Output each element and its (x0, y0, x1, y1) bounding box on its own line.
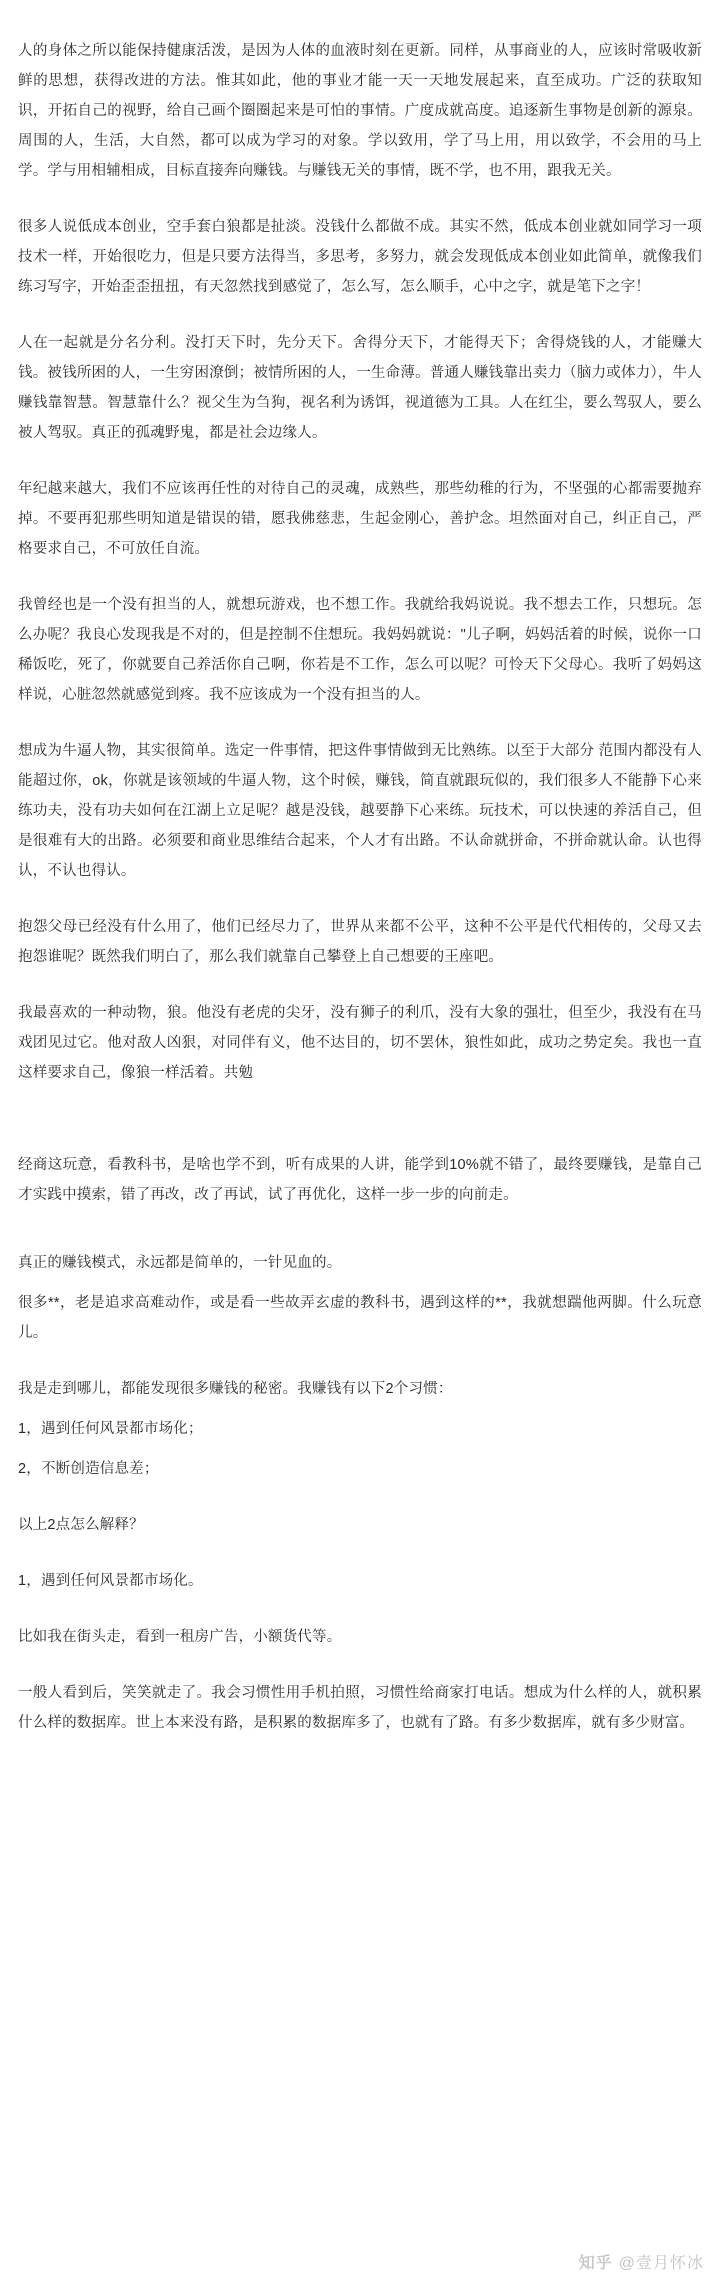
footer-watermark-bar (0, 2238, 720, 2284)
article-body (18, 36, 702, 1738)
paragraph: 人在一起就是分名分利。没打天下时，先分天下。舍得分天下，才能得天下；舍得烧钱的人，才能赚大钱。被钱所困的人，一生穷困潦倒；被情所困的人，一生命薄。普通人赚钱靠出卖力（脑力或体力），牛人赚钱靠智慧。智慧靠什么？视父生为刍狗，视名利为诱饵，视道德为工具。人在红尘，要么驾驭人，要么被人驾驭。真正的孤魂野鬼，都是社会边缘人。 (18, 335, 702, 441)
paragraph: 我是走到哪儿，都能发现很多赚钱的秘密。我赚钱有以下2个习惯： (18, 1381, 453, 1397)
paragraph: 我曾经也是一个没有担当的人，就想玩游戏，也不想工作。我就给我妈说说。我不想去工作，只想玩。怎么办呢？我良心发现我是不对的，但是控制不住想玩。我妈妈就说："儿子啊，妈妈活着的时候，说你一口稀饭吃，死了，你就要自己养活你自己啊，你若是不工作，怎么可以呢？可怜天下父母心。我听了妈妈这样说，心脏忽然就感觉到疼。我不应该成为一个没有担当的人。 (18, 597, 702, 703)
paragraph: 人的身体之所以能保持健康活泼，是因为人体的血液时刻在更新。同样，从事商业的人，应该时常吸收新鲜的思想，获得改进的方法。惟其如此，他的事业才能一天一天地发展起来，直至成功。广泛的获取知识，开拓自己的视野，给自己画个圈圈起来是可怕的事情。广度成就高度。追逐新生事物是创新的源泉。周围的人，生活，大自然，都可以成为学习的对象。学以致用，学了马上用，用以致学，不会用的马上学。学与用相辅相成，目标直接奔向赚钱。与赚钱无关的事情，既不学，也不用，跟我无关。 (18, 43, 702, 179)
paragraph: 真正的赚钱模式，永远都是简单的，一针见血的。 (18, 1255, 342, 1271)
paragraph: 想成为牛逼人物，其实很简单。选定一件事情，把这件事情做到无比熟练。以至于大部分 范围内都没有人能超过你，ok，你就是该领域的牛逼人物，这个时候，赚钱，简直就跟玩似的，我们很多人不能静下心来练功夫，没有功夫如何在江湖上立足呢？越是没钱，越要静下心来练。玩技术，可以快速的养活自己，但是很难有大的出路。必须要和商业思维结合起来，个人才有出路。不认命就拼命，不拼命就认命。认也得认，不认也得认。 (18, 743, 702, 879)
watermark-author: @壹月怀冰 (618, 2254, 704, 2272)
paragraph: 抱怨父母已经没有什么用了，他们已经尽力了，世界从来都不公平，这种不公平是代代相传的，父母又去抱怨谁呢？既然我们明白了，那么我们就靠自己攀登上自己想要的王座吧。 (18, 919, 702, 965)
paragraph: 比如我在街头走，看到一租房广告，小额货代等。 (18, 1629, 342, 1645)
paragraph: 经商这玩意，看教科书，是啥也学不到，听有成果的人讲，能学到10%就不错了，最终要赚钱，是靠自己才实践中摸索，错了再改，改了再试，试了再优化，这样一步一步的向前走。 (18, 1157, 702, 1203)
paragraph: 我最喜欢的一种动物，狼。他没有老虎的尖牙，没有狮子的利爪，没有大象的强壮，但至少，我没有在马戏团见过它。他对敌人凶狠，对同伴有义，他不达目的，切不罢休，狼性如此，成功之势定矣。我也一直这样要求自己，像狼一样活着。共勉 (18, 1005, 702, 1081)
paragraph: 年纪越来越大，我们不应该再任性的对待自己的灵魂，成熟些，那些幼稚的行为，不坚强的心都需要抛弃掉。不要再犯那些明知道是错误的错，愿我佛慈悲，生起金刚心，善护念。坦然面对自己，纠正自己，严格要求自己，不可放任自流。 (18, 481, 702, 557)
paragraph: 很多人说低成本创业，空手套白狼都是扯淡。没钱什么都做不成。其实不然，低成本创业就如同学习一项技术一样，开始很吃力，但是只要方法得当，多思考，多努力，就会发现低成本创业如此简单，就像我们练习写字，开始歪歪扭扭，有天忽然找到感觉了，怎么写，怎么顺手，心中之字，就是笔下之字！ (18, 219, 702, 295)
paragraph: 1，遇到任何风景都市场化。 (18, 1573, 203, 1589)
paragraph: 以上2点怎么解释？ (18, 1517, 144, 1533)
paragraph: 1，遇到任何风景都市场化； (18, 1421, 203, 1437)
zhihu-logo-text: 知乎 (578, 2254, 613, 2272)
paragraph: 2，不断创造信息差； (18, 1461, 159, 1477)
watermark (579, 2250, 704, 2273)
paragraph: 很多**，老是追求高难动作，或是看一些故弄玄虚的教科书，遇到这样的**，我就想踹他两脚。什么玩意儿。 (18, 1295, 702, 1341)
paragraph: 一般人看到后，笑笑就走了。我会习惯性用手机拍照，习惯性给商家打电话。想成为什么样的人，就积累什么样的数据库。世上本来没有路，是积累的数据库多了，也就有了路。有多少数据库，就有多少财富。 (18, 1685, 702, 1731)
